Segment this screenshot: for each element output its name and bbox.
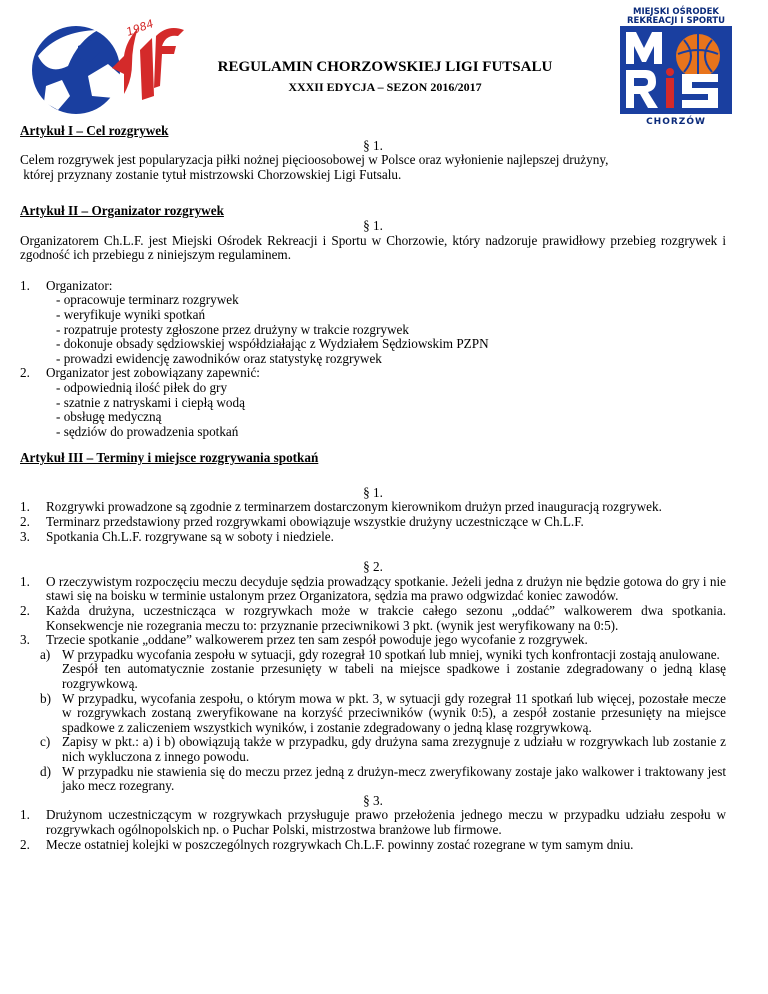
art3-p2-mark: § 2. — [363, 559, 383, 575]
sub-list-item — [20, 735, 726, 764]
list-number: 1. — [20, 807, 30, 823]
list-item — [20, 604, 726, 633]
art2-p1-text: Organizatorem Ch.L.F. jest Miejski Ośrodek Rekreacji i Sportu w Chorzowie, który nadzoruje prawidłowy przebieg rozgrywek i zgodność ich przebiegu z niniejszym regulaminem. — [20, 232, 726, 263]
art1-p1-text-b: której przyznany zostanie tytuł mistrzowski Chorzowskiej Ligi Futsalu. — [20, 166, 402, 182]
sub-item: - odpowiednią ilość piłek do gry — [56, 379, 228, 395]
list-item-text: Spotkania Ch.L.F. rozgrywane są w soboty i niedziele. — [46, 528, 334, 544]
art2-p1-mark: § 1. — [363, 217, 383, 233]
list-item-text: Rozgrywki prowadzone są zgodnie z terminarzem dostarczonym kierownikom drużyn przed inauguracją rozgrywek. — [46, 499, 662, 515]
sub-item: - rozpatruje protesty zgłoszone przez drużyny w trakcie rozgrywek — [56, 321, 409, 337]
list-item-text: Terminarz przedstawiony przed rozgrywkami obowiązuje wszystkie drużyny uczestniczące w Ch.L.F. — [46, 514, 584, 530]
list-item — [20, 633, 726, 648]
art3-p1-mark: § 1. — [363, 484, 383, 500]
list-item-text: Organizator jest zobowiązany zapewnić: — [46, 365, 260, 381]
list-item-text: Trzecie spotkanie „oddane” walkowerem przez ten sam zespół powoduje jego wycofanie z rozgrywek. — [46, 632, 588, 648]
list-item — [20, 515, 726, 530]
art3-heading: Artykuł III – Terminy i miejsce rozgrywania spotkań — [20, 450, 319, 466]
sub-list-item — [20, 692, 726, 736]
document-title: REGULAMIN CHORZOWSKIEJ LIGI FUTSALU — [217, 59, 553, 75]
art3-p3-list — [20, 808, 726, 852]
mosir-logo-icon — [612, 4, 740, 126]
list-item — [20, 838, 726, 853]
list-item-text: Drużynom uczestniczącym w rozgrywkach przysługuje prawo przełożenia jednego meczu w przypadku udziału zespołu w rozgrywkach ogólnopolskich np. o Puchar Polski, mistrzostwa branżowe lub firmowe. — [46, 807, 726, 837]
list-item-text: Mecze ostatniej kolejki w poszczególnych rozgrywkach Ch.L.F. powinny zostać rozegrane w tym samym dniu. — [46, 836, 634, 852]
sub-list-text: Zapisy w pkt.: a) i b) obowiązują także w przypadku, gdy drużyna sama zrezygnuje z udziału w rozgrywkach lub zostanie z nich wykluczona z innego powodu. — [62, 734, 726, 764]
list-number: 1. — [20, 573, 30, 589]
sub-list-text: W przypadku, wycofania zespołu, o którym mowa w pkt. 3, w sytuacji gdy rozegrał 11 spotkań lub więcej, pozostałe mecze w rozgrywkach zostaną zweryfikowane na korzyść przeciwników (wynik 0:5), a zespół zostanie przesunięty na miejsce spadkowe z zaliczeniem wszystkich wyników, i zostanie zdegradowany o jedną klasę rozgrywkową. — [62, 690, 726, 735]
sub-list-letter: b) — [40, 690, 51, 706]
list-number: 2. — [20, 836, 30, 852]
sub-list-item — [20, 648, 726, 692]
logo-bottom-text: CHORZÓW — [646, 117, 706, 126]
sub-item: - obsługę medyczną — [56, 409, 162, 425]
sub-list-text-continued: Zespół ten automatycznie zostanie przesunięty w tabeli na miejsce spadkowe i zostanie zdegradowany o jedną klasę rozgrywkową. — [62, 661, 726, 691]
logo-top-text-2: REKREACJI I SPORTU — [627, 16, 725, 26]
list-item — [20, 530, 726, 545]
art2-heading: Artykuł II – Organizator rozgrywek — [20, 203, 224, 219]
list-number: 3. — [20, 632, 30, 648]
sub-item: - dokonuje obsady sędziowskiej współdziałając z Wydziałem Sędziowskim PZPN — [56, 336, 489, 352]
logo-top-text-1: MIEJSKI OŚRODEK — [633, 7, 719, 17]
art1-p1-mark: § 1. — [363, 137, 383, 153]
art3-p2-sublist — [20, 648, 726, 794]
list-item-text: O rzeczywistym rozpoczęciu meczu decyduje sędzia prowadzący spotkanie. Jeżeli jedna z drużyn nie będzie gotowa do gry i nie stawi się na boisku w terminie ustalonym przez Organizatora, sędzia ma prawo odgwizdać koniec zawodów. — [46, 573, 726, 604]
art3-p3-mark: § 3. — [363, 792, 383, 808]
list-item — [20, 500, 726, 515]
art2-list — [20, 279, 726, 440]
list-item — [20, 279, 726, 367]
sub-item: - opracowuje terminarz rozgrywek — [56, 292, 239, 308]
document-subtitle: XXXII EDYCJA – SEZON 2016/2017 — [288, 80, 482, 94]
sub-item: - sędziów do prowadzenia spotkań — [56, 423, 239, 439]
list-number: 1. — [20, 277, 30, 293]
list-number: 2. — [20, 603, 30, 619]
art3-p1-list — [20, 500, 726, 544]
list-item-text: Organizator: — [46, 277, 113, 293]
list-number: 1. — [20, 499, 30, 515]
logo-year-text: 1984 — [124, 17, 156, 39]
sub-item: - prowadzi ewidencję zawodników oraz statystykę rozgrywek — [56, 350, 382, 366]
sub-item: - weryfikuje wyniki spotkań — [56, 306, 206, 322]
list-item-text: Każda drużyna, uczestnicząca w rozgrywkach może w trakcie całego sezonu „oddać” walkowerem dwa spotkania. Konsekwencje nie rozegrania meczu to: przyznanie przeciwnikowi 3 pkt. (wynik jest weryfikowany na 0:5). — [46, 603, 726, 633]
art1-heading: Artykuł I – Cel rozgrywek — [20, 123, 169, 138]
sub-list-letter: c) — [40, 734, 51, 750]
list-number: 2. — [20, 365, 30, 381]
sub-list-text: W przypadku nie stawienia się do meczu przez jedną z drużyn-mecz zweryfikowany zostaje jako walkower i traktowany jest jako mecz rozegrany. — [62, 763, 726, 794]
list-item — [20, 366, 726, 439]
list-number: 3. — [20, 528, 30, 544]
art3-p2-list — [20, 575, 726, 648]
list-item — [20, 808, 726, 837]
sub-item: - szatnie z natryskami i ciepłą wodą — [56, 394, 245, 410]
art1-p1-text-a: Celem rozgrywek jest popularyzacja piłki nożnej pięcioosobowej w Polsce oraz wyłonienie najlepszej drużyny, — [20, 152, 609, 168]
list-number: 2. — [20, 514, 30, 530]
list-item — [20, 575, 726, 604]
sub-list-letter: d) — [40, 763, 51, 779]
document-body — [20, 124, 726, 852]
sub-list-item — [20, 765, 726, 794]
sub-list-text: W przypadku wycofania zespołu w sytuacji, gdy rozegrał 10 spotkań lub mniej, wyniki tych konfrontacji zostają anulowane. — [62, 646, 720, 662]
sub-list-letter: a) — [40, 646, 51, 662]
